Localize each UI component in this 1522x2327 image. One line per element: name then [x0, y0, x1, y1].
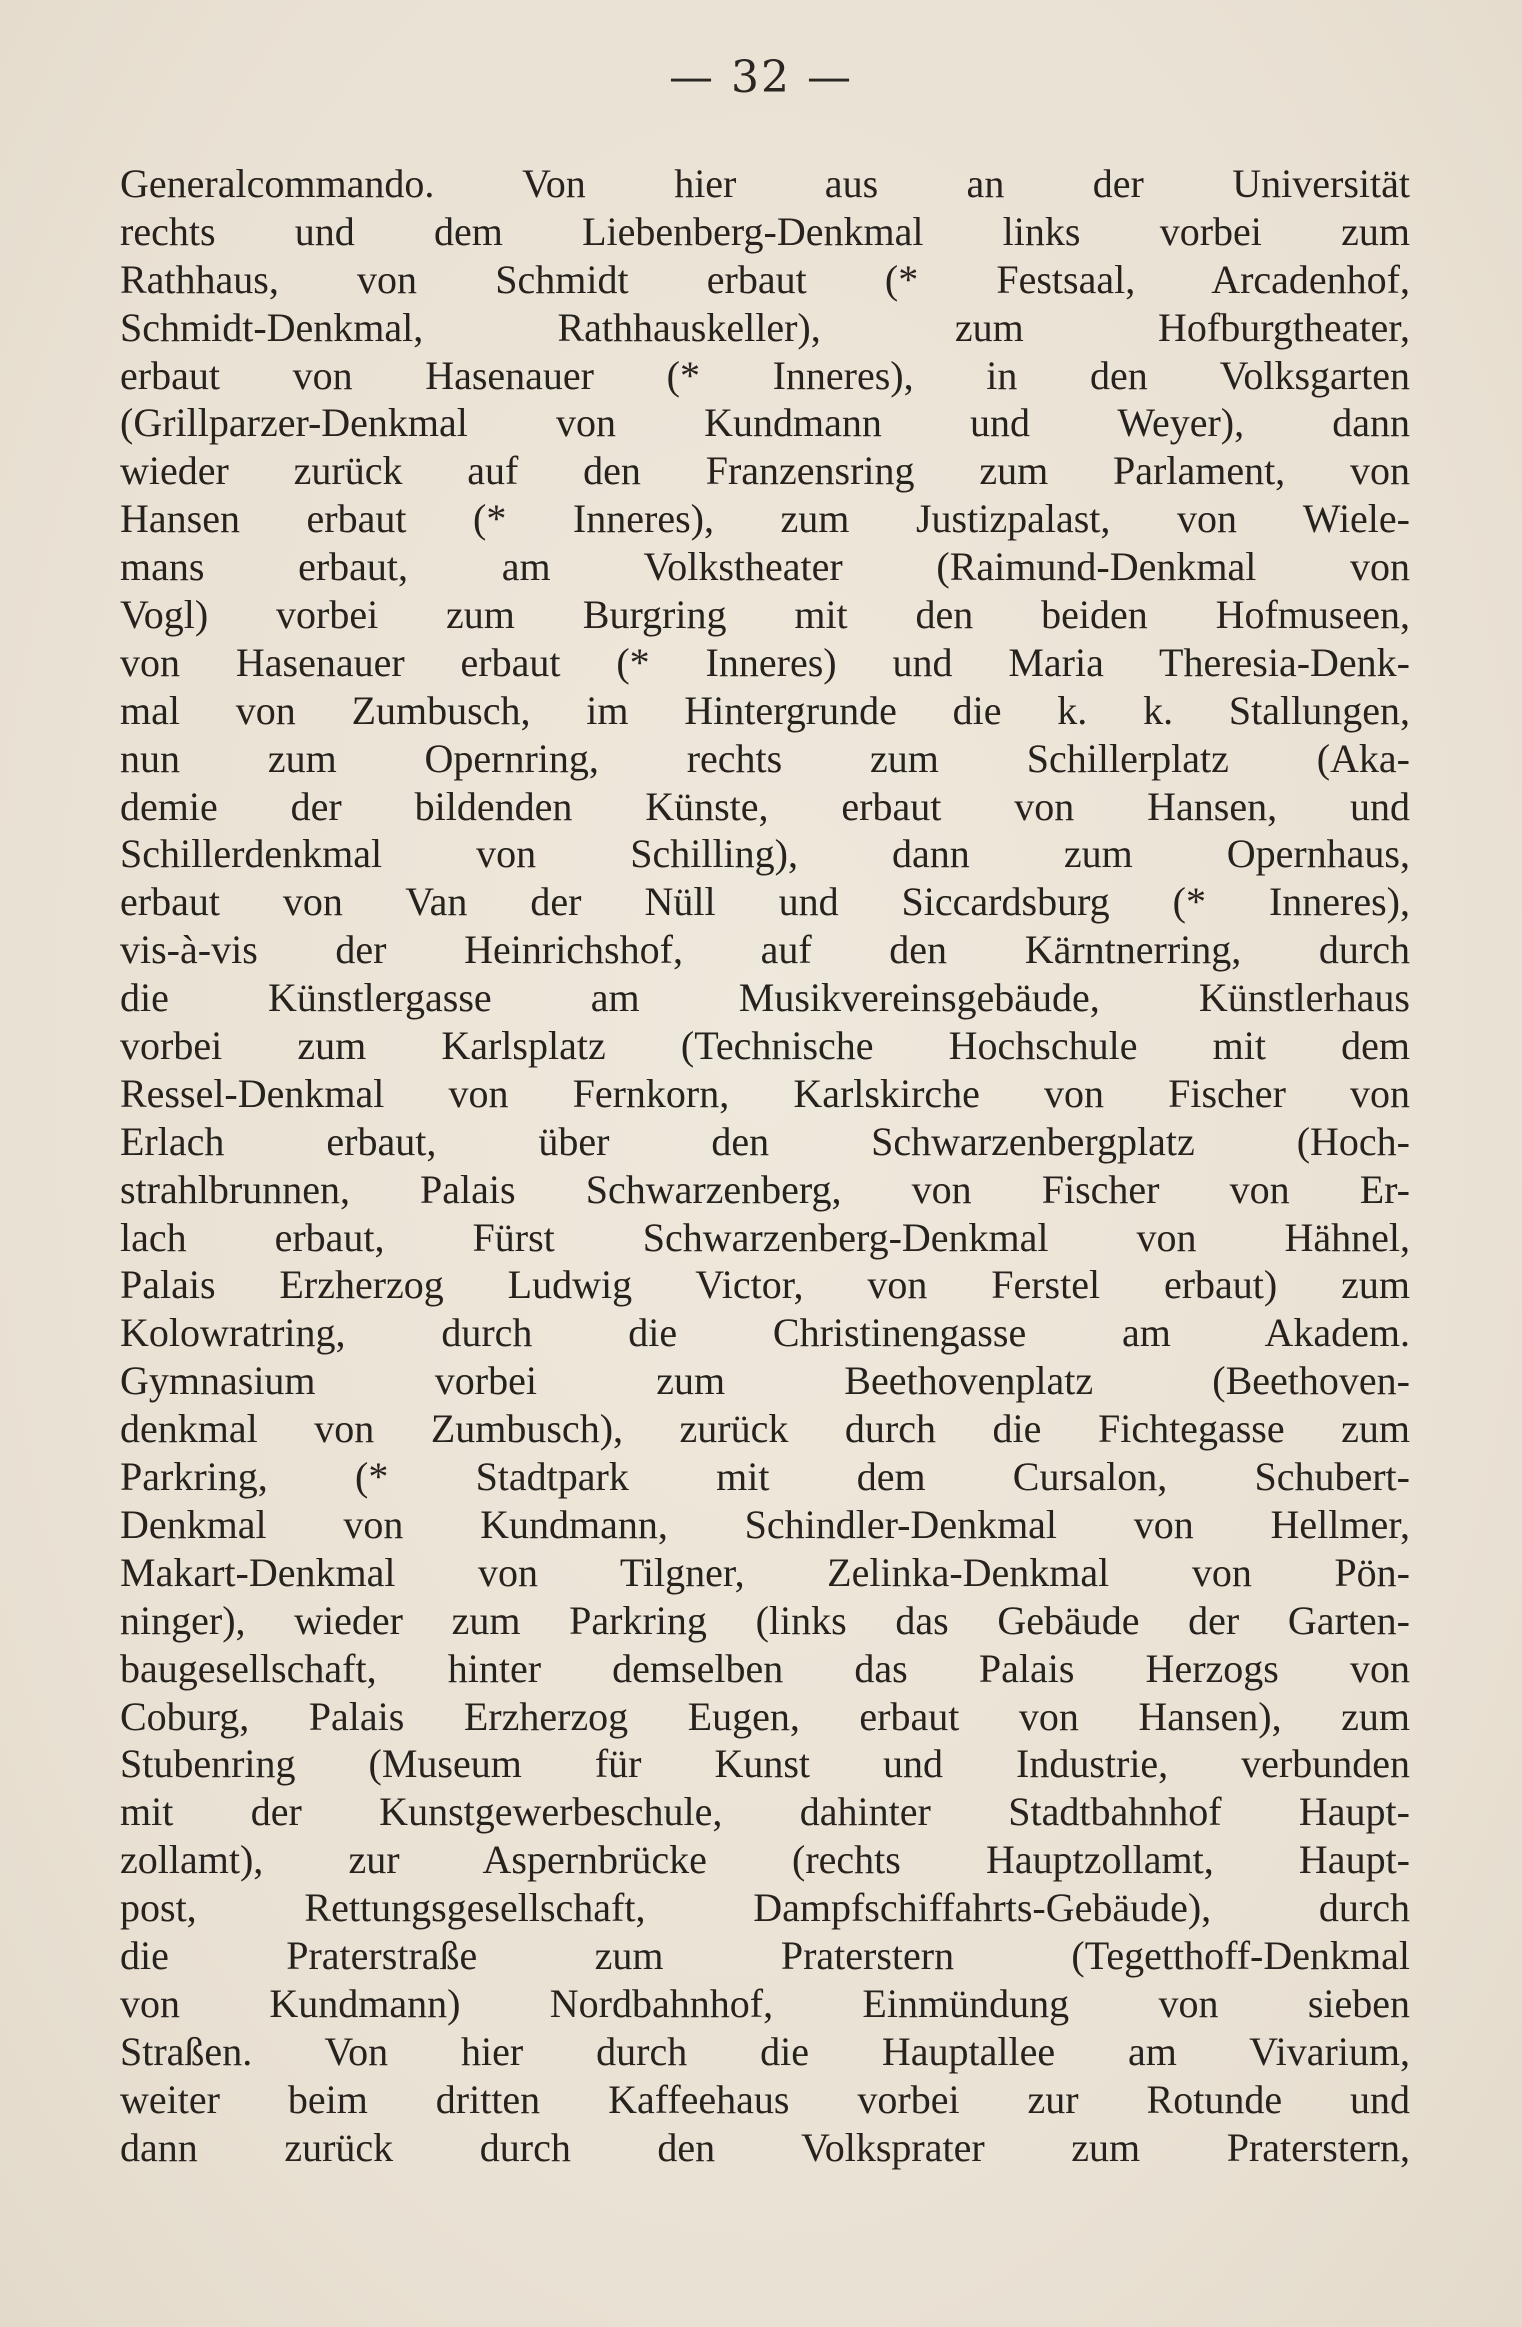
text-line: strahlbrunnen, Palais Schwarzenberg, von Fischer von Er- — [120, 1166, 1410, 1212]
text-line: Erlach erbaut, über den Schwarzenbergplatz (Hoch- — [120, 1118, 1410, 1164]
text-line: ninger), wieder zum Parkring (links das Gebäude der Garten- — [120, 1597, 1410, 1643]
text-line: mans erbaut, am Volkstheater (Raimund-Denkmal von — [120, 544, 1410, 590]
text-line: Gymnasium vorbei zum Beethovenplatz (Beethoven- — [120, 1358, 1410, 1404]
text-line: mal von Zumbusch, im Hintergrunde die k. k. Stallungen, — [120, 687, 1410, 733]
text-line: baugesellschaft, hinter demselben das Palais Herzogs von — [120, 1645, 1410, 1691]
text-line: Stubenring (Museum für Kunst und Industrie, verbunden — [120, 1741, 1410, 1787]
body-text — [120, 160, 1410, 2171]
text-line: lach erbaut, Fürst Schwarzenberg-Denkmal von Hähnel, — [120, 1214, 1410, 1260]
text-line: Palais Erzherzog Ludwig Victor, von Ferstel erbaut) zum — [120, 1262, 1410, 1308]
text-line: rechts und dem Liebenberg-Denkmal links vorbei zum — [120, 208, 1410, 254]
text-line: Coburg, Palais Erzherzog Eugen, erbaut von Hansen), zum — [120, 1693, 1410, 1739]
text-line: erbaut von Van der Nüll und Siccardsburg (* Inneres), — [120, 879, 1410, 925]
text-line: vorbei zum Karlsplatz (Technische Hochschule mit dem — [120, 1023, 1410, 1069]
text-line: die Künstlergasse am Musikvereinsgebäude, Künstlerhaus — [120, 975, 1410, 1021]
text-line: Straßen. Von hier durch die Hauptallee am Vivarium, — [120, 2028, 1410, 2074]
text-line: nun zum Opernring, rechts zum Schillerplatz (Aka- — [120, 735, 1410, 781]
text-line: von Kundmann) Nordbahnhof, Einmündung von sieben — [120, 1980, 1410, 2026]
text-line: post, Rettungsgesellschaft, Dampfschiffahrts-Gebäude), durch — [120, 1885, 1410, 1931]
text-line: Hansen erbaut (* Inneres), zum Justizpalast, von Wiele- — [120, 496, 1410, 542]
text-line: dann zurück durch den Volksprater zum Praterstern, — [120, 2124, 1410, 2170]
text-line: denkmal von Zumbusch), zurück durch die Fichtegasse zum — [120, 1406, 1410, 1452]
text-line: die Praterstraße zum Praterstern (Tegetthoff-Denkmal — [120, 1932, 1410, 1978]
page-number: — 32 — — [669, 52, 853, 103]
text-line: Denkmal von Kundmann, Schindler-Denkmal von Hellmer, — [120, 1501, 1410, 1547]
text-line: Schillerdenkmal von Schilling), dann zum Opernhaus, — [120, 831, 1410, 877]
text-line: Makart-Denkmal von Tilgner, Zelinka-Denkmal von Pön- — [120, 1549, 1410, 1595]
text-line: Kolowratring, durch die Christinengasse am Akadem. — [120, 1310, 1410, 1356]
text-line: Schmidt-Denkmal, Rathhauskeller), zum Hofburgtheater, — [120, 304, 1410, 350]
text-line: zollamt), zur Aspernbrücke (rechts Hauptzollamt, Haupt- — [120, 1837, 1410, 1883]
text-line: vis-à-vis der Heinrichshof, auf den Kärntnerring, durch — [120, 927, 1410, 973]
text-line: Vogl) vorbei zum Burgring mit den beiden Hofmuseen, — [120, 592, 1410, 638]
text-line: mit der Kunstgewerbeschule, dahinter Stadtbahnhof Haupt- — [120, 1789, 1410, 1835]
text-line: von Hasenauer erbaut (* Inneres) und Maria Theresia-Denk- — [120, 639, 1410, 685]
text-line: demie der bildenden Künste, erbaut von Hansen, und — [120, 783, 1410, 829]
text-line: erbaut von Hasenauer (* Inneres), in den Volksgarten — [120, 352, 1410, 398]
text-line: Rathhaus, von Schmidt erbaut (* Festsaal, Arcadenhof, — [120, 256, 1410, 302]
text-line: weiter beim dritten Kaffeehaus vorbei zur Rotunde und — [120, 2076, 1410, 2122]
text-line: (Grillparzer-Denkmal von Kundmann und Weyer), dann — [120, 400, 1410, 446]
text-line: Parkring, (* Stadtpark mit dem Cursalon, Schubert- — [120, 1454, 1410, 1500]
text-line: wieder zurück auf den Franzensring zum Parlament, von — [120, 448, 1410, 494]
text-line: Ressel-Denkmal von Fernkorn, Karlskirche von Fischer von — [120, 1070, 1410, 1116]
text-line: Generalcommando. Von hier aus an der Universität — [120, 161, 1410, 206]
